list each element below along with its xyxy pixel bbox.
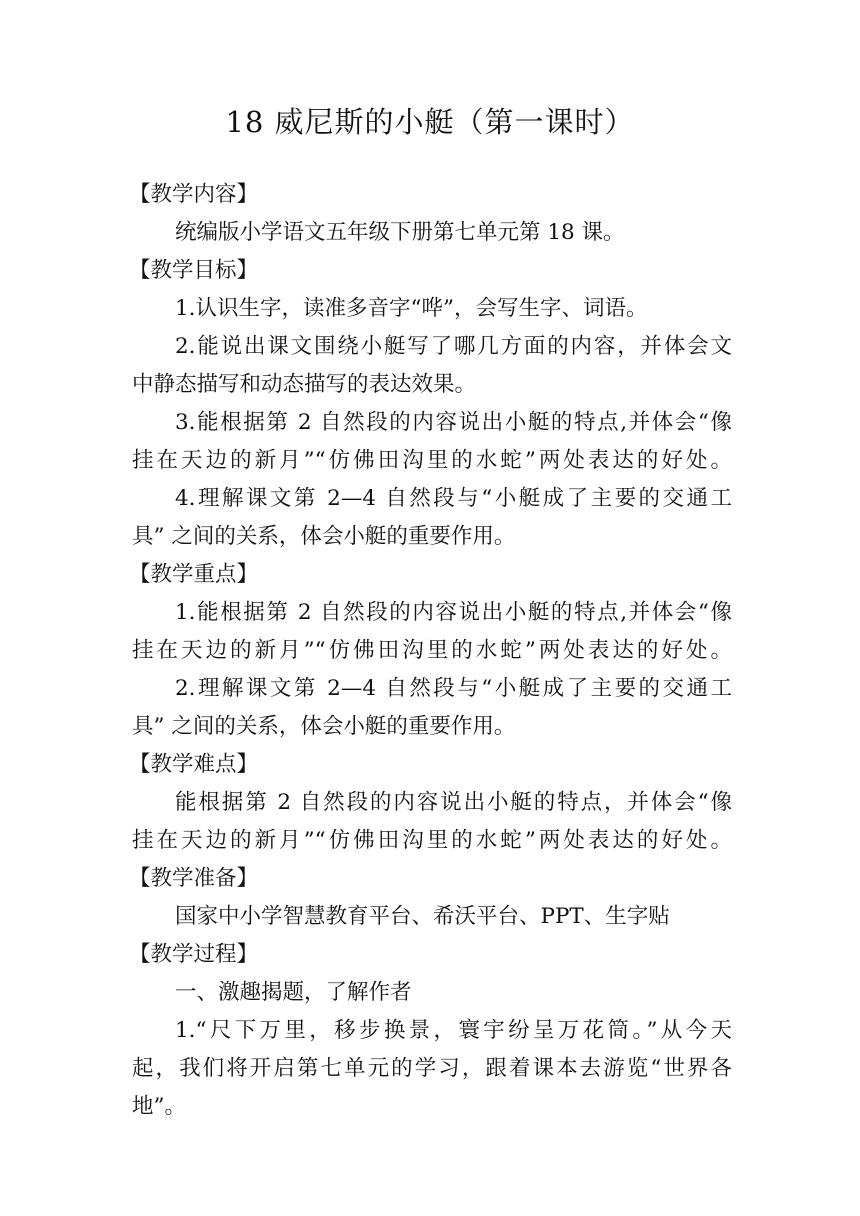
paragraph-line: [132, 442, 732, 480]
paragraph-line: [132, 404, 732, 442]
paragraph-line: 中静态描写和动态描写的表达效果。: [132, 372, 477, 397]
paragraph-line: 具” 之间的关系，体会小艇的重要作用。: [132, 524, 516, 549]
section-heading: 【教学过程】: [129, 942, 259, 967]
paragraph-line: [132, 328, 732, 366]
document-body: [129, 176, 732, 1126]
paragraph-line: [132, 784, 732, 822]
section-heading: 【教学内容】: [129, 182, 259, 207]
paragraph-line: 1.认识生字，读准多音字“哗”，会写生字、词语。: [175, 296, 648, 321]
paragraph-line: 国家中小学智慧教育平台、希沃平台、PPT、生字贴: [175, 904, 670, 929]
justified-text: 挂在天边的新月”“仿佛田沟里的水蛇”两处表达的好处。: [132, 828, 732, 853]
paragraph-line: [132, 632, 732, 670]
justified-text: 1.“尺下万里，移步换景，寰宇纷呈万花筒。”从今天: [175, 1018, 732, 1043]
paragraph-line: 一、激趣揭题，了解作者: [175, 980, 412, 1005]
paragraph-line: [132, 594, 732, 632]
section-heading: 【教学重点】: [129, 562, 259, 587]
paragraph-line: 具” 之间的关系，体会小艇的重要作用。: [132, 714, 516, 739]
justified-text: 能根据第 2 自然段的内容说出小艇的特点，并体会“像: [175, 790, 732, 815]
justified-text: 2.理解课文第 2—4 自然段与“小艇成了主要的交通工: [175, 676, 732, 701]
justified-text: 4.理解课文第 2—4 自然段与“小艇成了主要的交通工: [175, 486, 732, 511]
justified-text: 挂在天边的新月”“仿佛田沟里的水蛇”两处表达的好处。: [132, 448, 732, 473]
paragraph-line: [132, 670, 732, 708]
justified-text: 挂在天边的新月”“仿佛田沟里的水蛇”两处表达的好处。: [132, 638, 732, 663]
paragraph-line: [132, 1012, 732, 1050]
paragraph-line: [132, 1050, 732, 1088]
section-heading: 【教学难点】: [129, 752, 259, 777]
paragraph-line: [132, 480, 732, 518]
justified-text: 起，我们将开启第七单元的学习，跟着课本去游览“世界各: [132, 1056, 732, 1081]
section-heading: 【教学准备】: [129, 866, 259, 891]
paragraph-line: 统编版小学语文五年级下册第七单元第 18 课。: [175, 220, 625, 245]
paragraph-line: [132, 822, 732, 860]
justified-text: 2.能说出课文围绕小艇写了哪几方面的内容，并体会文: [175, 334, 732, 359]
justified-text: 3.能根据第 2 自然段的内容说出小艇的特点,并体会“像: [175, 410, 732, 435]
justified-text: 1.能根据第 2 自然段的内容说出小艇的特点,并体会“像: [175, 600, 732, 625]
section-heading: 【教学目标】: [129, 258, 259, 283]
paragraph-line: 地”。: [132, 1094, 186, 1119]
document-title: 18 威尼斯的小艇（第一课时）: [225, 105, 635, 139]
